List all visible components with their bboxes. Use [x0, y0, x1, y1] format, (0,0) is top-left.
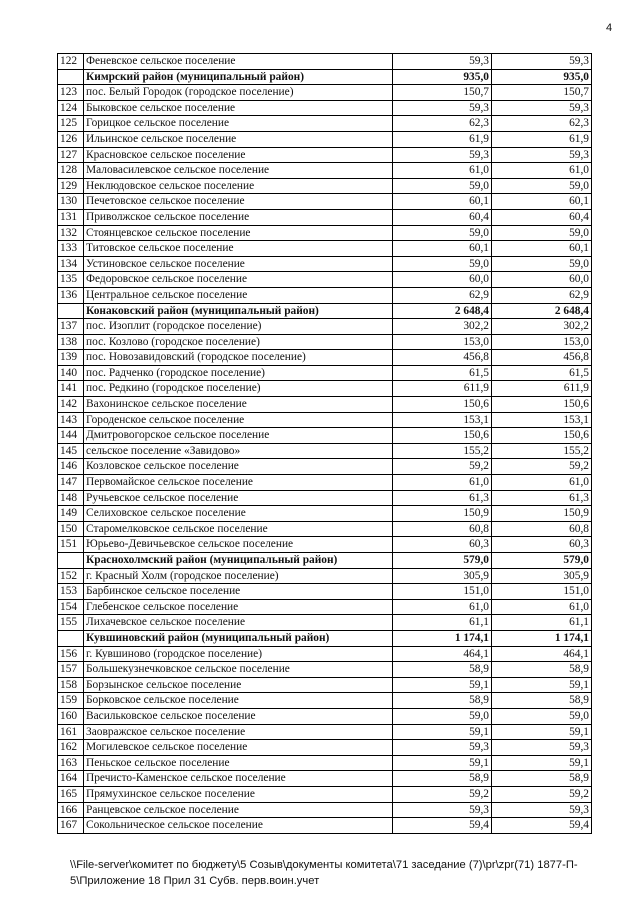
row-number: 149 — [58, 506, 84, 522]
table-row — [58, 490, 592, 506]
settlement-name: Центральное сельское поселение — [84, 287, 393, 303]
amount-column-2: 150,6 — [492, 397, 592, 413]
settlement-name: Старомелковское сельское поселение — [84, 521, 393, 537]
settlement-name: Горицкое сельское поселение — [84, 116, 393, 132]
table-row — [58, 178, 592, 194]
amount-column-2: 61,3 — [492, 490, 592, 506]
row-number: 143 — [58, 412, 84, 428]
row-number: 134 — [58, 256, 84, 272]
row-number: 141 — [58, 381, 84, 397]
row-number: 137 — [58, 319, 84, 335]
amount-column-1: 61,5 — [393, 365, 492, 381]
amount-column-1: 579,0 — [393, 553, 492, 569]
row-number: 155 — [58, 615, 84, 631]
settlement-name: Большекузнечковское сельское поселение — [84, 662, 393, 678]
row-number: 152 — [58, 568, 84, 584]
amount-column-1: 59,0 — [393, 708, 492, 724]
row-number: 165 — [58, 786, 84, 802]
amount-column-1: 935,0 — [393, 69, 492, 85]
settlement-name: Приволжское сельское поселение — [84, 209, 393, 225]
amount-column-1: 60,0 — [393, 272, 492, 288]
table-row — [58, 131, 592, 147]
amount-column-2: 60,1 — [492, 194, 592, 210]
amount-column-1: 61,0 — [393, 163, 492, 179]
table-row — [58, 662, 592, 678]
settlement-name: Ильинское сельское поселение — [84, 131, 393, 147]
table-row — [58, 568, 592, 584]
amount-column-2: 302,2 — [492, 319, 592, 335]
table-row — [58, 506, 592, 522]
settlement-name: Ранцевское сельское поселение — [84, 802, 393, 818]
amount-column-2: 59,2 — [492, 459, 592, 475]
row-number: 148 — [58, 490, 84, 506]
settlement-name: Борковское сельское поселение — [84, 693, 393, 709]
amount-column-2: 150,9 — [492, 506, 592, 522]
table-row — [58, 615, 592, 631]
amount-column-2: 59,0 — [492, 178, 592, 194]
settlement-name: Барбинское сельское поселение — [84, 584, 393, 600]
table-row — [58, 209, 592, 225]
amount-column-2: 2 648,4 — [492, 303, 592, 319]
table-row — [58, 677, 592, 693]
settlement-name: пос. Радченко (городское поселение) — [84, 365, 393, 381]
amount-column-2: 579,0 — [492, 553, 592, 569]
table-row — [58, 287, 592, 303]
amount-column-2: 611,9 — [492, 381, 592, 397]
amount-column-1: 150,6 — [393, 428, 492, 444]
settlement-name: пос. Редкино (городское поселение) — [84, 381, 393, 397]
row-number: 138 — [58, 334, 84, 350]
row-number: 135 — [58, 272, 84, 288]
settlement-name: сельское поселение «Завидово» — [84, 443, 393, 459]
table-row — [58, 163, 592, 179]
amount-column-1: 59,0 — [393, 225, 492, 241]
amount-column-2: 59,3 — [492, 147, 592, 163]
table-row — [58, 443, 592, 459]
amount-column-2: 59,1 — [492, 724, 592, 740]
settlement-name: Лихачевское сельское поселение — [84, 615, 393, 631]
amount-column-2: 150,6 — [492, 428, 592, 444]
amount-column-1: 150,9 — [393, 506, 492, 522]
table-row — [58, 708, 592, 724]
amount-column-2: 59,1 — [492, 677, 592, 693]
settlement-name: Могилевское сельское поселение — [84, 740, 393, 756]
settlement-name: г. Кувшиново (городское поселение) — [84, 646, 393, 662]
amount-column-1: 2 648,4 — [393, 303, 492, 319]
table-row — [58, 771, 592, 787]
amount-column-1: 464,1 — [393, 646, 492, 662]
amount-column-1: 61,3 — [393, 490, 492, 506]
row-number: 162 — [58, 740, 84, 756]
amount-column-2: 61,1 — [492, 615, 592, 631]
settlement-name: Глебенское сельское поселение — [84, 599, 393, 615]
settlement-name: Вахонинское сельское поселение — [84, 397, 393, 413]
district-total-row — [58, 69, 592, 85]
file-path-line-1: \\File-server\комитет по бюджету\5 Созыв\документы комитета\71 заседание (7)\pr\zpr(71) 1877-П- — [70, 859, 578, 871]
amount-column-2: 456,8 — [492, 350, 592, 366]
table-row — [58, 537, 592, 553]
row-number: 139 — [58, 350, 84, 366]
row-number: 156 — [58, 646, 84, 662]
table-row — [58, 693, 592, 709]
table-row — [58, 755, 592, 771]
settlement-name: Козловское сельское поселение — [84, 459, 393, 475]
file-path-footer — [70, 857, 590, 889]
row-number: 125 — [58, 116, 84, 132]
settlement-name: Заовражское сельское поселение — [84, 724, 393, 740]
settlement-name: Дмитровогорское сельское поселение — [84, 428, 393, 444]
row-number: 160 — [58, 708, 84, 724]
amount-column-2: 60,1 — [492, 241, 592, 257]
amount-column-2: 151,0 — [492, 584, 592, 600]
amount-column-1: 58,9 — [393, 771, 492, 787]
table-row — [58, 350, 592, 366]
amount-column-1: 59,1 — [393, 724, 492, 740]
amount-column-2: 61,0 — [492, 475, 592, 491]
amount-column-2: 61,5 — [492, 365, 592, 381]
row-number — [58, 69, 84, 85]
amount-column-1: 62,3 — [393, 116, 492, 132]
amount-column-1: 153,1 — [393, 412, 492, 428]
settlement-name: Маловасилевское сельское поселение — [84, 163, 393, 179]
amount-column-1: 59,0 — [393, 256, 492, 272]
table-row — [58, 475, 592, 491]
settlement-name: Устиновское сельское поселение — [84, 256, 393, 272]
file-path-line-2: 5\Приложение 18 Прил 31 Субв. перв.воин.учет — [70, 875, 320, 887]
settlement-name: г. Красный Холм (городское поселение) — [84, 568, 393, 584]
amount-column-2: 58,9 — [492, 693, 592, 709]
amount-column-2: 62,3 — [492, 116, 592, 132]
row-number: 122 — [58, 54, 84, 70]
row-number: 164 — [58, 771, 84, 787]
settlement-name: Прямухинское сельское поселение — [84, 786, 393, 802]
row-number: 136 — [58, 287, 84, 303]
row-number — [58, 553, 84, 569]
amount-column-1: 59,2 — [393, 459, 492, 475]
amount-column-2: 305,9 — [492, 568, 592, 584]
amount-column-2: 61,9 — [492, 131, 592, 147]
amount-column-1: 59,3 — [393, 802, 492, 818]
row-number: 158 — [58, 677, 84, 693]
amount-column-2: 153,1 — [492, 412, 592, 428]
amount-column-1: 150,7 — [393, 85, 492, 101]
amount-column-1: 61,0 — [393, 475, 492, 491]
settlement-name: Конаковский район (муниципальный район) — [84, 303, 393, 319]
amount-column-2: 59,3 — [492, 740, 592, 756]
amount-column-2: 59,3 — [492, 802, 592, 818]
amount-column-1: 305,9 — [393, 568, 492, 584]
amount-column-2: 59,3 — [492, 54, 592, 70]
amount-column-1: 59,3 — [393, 100, 492, 116]
settlement-name: Сокольническое сельское поселение — [84, 818, 393, 834]
table-row — [58, 521, 592, 537]
amount-column-1: 60,8 — [393, 521, 492, 537]
row-number: 140 — [58, 365, 84, 381]
settlement-name: Феневское сельское поселение — [84, 54, 393, 70]
amount-column-2: 58,9 — [492, 662, 592, 678]
settlement-name: Титовское сельское поселение — [84, 241, 393, 257]
table-row — [58, 724, 592, 740]
table-row — [58, 412, 592, 428]
amount-column-1: 60,3 — [393, 537, 492, 553]
settlement-name: Кимрский район (муниципальный район) — [84, 69, 393, 85]
row-number — [58, 630, 84, 646]
amount-column-2: 59,0 — [492, 225, 592, 241]
row-number — [58, 303, 84, 319]
amount-column-1: 62,9 — [393, 287, 492, 303]
amount-column-1: 59,3 — [393, 147, 492, 163]
page-number: 4 — [606, 22, 613, 34]
amount-column-1: 61,9 — [393, 131, 492, 147]
row-number: 130 — [58, 194, 84, 210]
amount-column-2: 935,0 — [492, 69, 592, 85]
amount-column-2: 155,2 — [492, 443, 592, 459]
amount-column-2: 59,4 — [492, 818, 592, 834]
table-row — [58, 194, 592, 210]
settlement-name: Кувшиновский район (муниципальный район) — [84, 630, 393, 646]
row-number: 153 — [58, 584, 84, 600]
settlement-name: Первомайское сельское поселение — [84, 475, 393, 491]
table-row — [58, 85, 592, 101]
amount-column-1: 58,9 — [393, 662, 492, 678]
table-row — [58, 365, 592, 381]
amount-column-1: 60,1 — [393, 241, 492, 257]
amount-column-1: 611,9 — [393, 381, 492, 397]
row-number: 142 — [58, 397, 84, 413]
amount-column-2: 61,0 — [492, 163, 592, 179]
table-row — [58, 397, 592, 413]
settlement-name: Пеньское сельское поселение — [84, 755, 393, 771]
row-number: 129 — [58, 178, 84, 194]
settlement-name: Юрьево-Девичьевское сельское поселение — [84, 537, 393, 553]
settlement-name: Пречисто-Каменское сельское поселение — [84, 771, 393, 787]
amount-column-1: 1 174,1 — [393, 630, 492, 646]
table-row — [58, 54, 592, 70]
table-row — [58, 116, 592, 132]
row-number: 133 — [58, 241, 84, 257]
amount-column-1: 59,1 — [393, 755, 492, 771]
table-row — [58, 334, 592, 350]
amount-column-2: 59,0 — [492, 708, 592, 724]
table-row — [58, 802, 592, 818]
district-total-row — [58, 630, 592, 646]
row-number: 163 — [58, 755, 84, 771]
row-number: 157 — [58, 662, 84, 678]
amount-column-1: 59,3 — [393, 740, 492, 756]
amount-column-1: 155,2 — [393, 443, 492, 459]
table-row — [58, 428, 592, 444]
row-number: 124 — [58, 100, 84, 116]
amount-column-2: 464,1 — [492, 646, 592, 662]
settlement-name: Быковское сельское поселение — [84, 100, 393, 116]
settlement-name: Городенское сельское поселение — [84, 412, 393, 428]
row-number: 151 — [58, 537, 84, 553]
table-row — [58, 319, 592, 335]
row-number: 145 — [58, 443, 84, 459]
table-row — [58, 646, 592, 662]
table-row — [58, 584, 592, 600]
amount-column-1: 60,1 — [393, 194, 492, 210]
table-row — [58, 740, 592, 756]
amount-column-2: 60,3 — [492, 537, 592, 553]
amount-column-1: 59,1 — [393, 677, 492, 693]
row-number: 132 — [58, 225, 84, 241]
row-number: 126 — [58, 131, 84, 147]
row-number: 131 — [58, 209, 84, 225]
row-number: 123 — [58, 85, 84, 101]
amount-column-2: 60,8 — [492, 521, 592, 537]
table-row — [58, 381, 592, 397]
amount-column-1: 60,4 — [393, 209, 492, 225]
row-number: 161 — [58, 724, 84, 740]
amount-column-2: 59,1 — [492, 755, 592, 771]
settlement-name: пос. Козлово (городское поселение) — [84, 334, 393, 350]
amount-column-2: 60,4 — [492, 209, 592, 225]
settlement-name: пос. Изоплит (городское поселение) — [84, 319, 393, 335]
settlement-name: пос. Белый Городок (городское поселение) — [84, 85, 393, 101]
table-row — [58, 100, 592, 116]
amount-column-1: 59,4 — [393, 818, 492, 834]
amount-column-1: 61,1 — [393, 615, 492, 631]
settlement-name: Стоянцевское сельское поселение — [84, 225, 393, 241]
amount-column-2: 59,2 — [492, 786, 592, 802]
settlement-name: Красновское сельское поселение — [84, 147, 393, 163]
row-number: 128 — [58, 163, 84, 179]
settlement-name: пос. Новозавидовский (городское поселение) — [84, 350, 393, 366]
amount-column-1: 302,2 — [393, 319, 492, 335]
settlement-name: Селиховское сельское поселение — [84, 506, 393, 522]
settlement-name: Неклюдовское сельское поселение — [84, 178, 393, 194]
settlement-name: Васильковское сельское поселение — [84, 708, 393, 724]
table-row — [58, 786, 592, 802]
amount-column-1: 456,8 — [393, 350, 492, 366]
amount-column-2: 59,0 — [492, 256, 592, 272]
amount-column-2: 62,9 — [492, 287, 592, 303]
amount-column-1: 58,9 — [393, 693, 492, 709]
district-total-row — [58, 553, 592, 569]
table-row — [58, 256, 592, 272]
table-row — [58, 272, 592, 288]
row-number: 166 — [58, 802, 84, 818]
subsidy-table — [57, 53, 592, 834]
amount-column-2: 1 174,1 — [492, 630, 592, 646]
settlement-name: Ручьевское сельское поселение — [84, 490, 393, 506]
amount-column-2: 59,3 — [492, 100, 592, 116]
amount-column-1: 150,6 — [393, 397, 492, 413]
row-number: 146 — [58, 459, 84, 475]
row-number: 147 — [58, 475, 84, 491]
settlement-name: Федоровское сельское поселение — [84, 272, 393, 288]
amount-column-2: 58,9 — [492, 771, 592, 787]
settlement-name: Краснохолмский район (муниципальный район) — [84, 553, 393, 569]
amount-column-1: 151,0 — [393, 584, 492, 600]
amount-column-1: 153,0 — [393, 334, 492, 350]
row-number: 150 — [58, 521, 84, 537]
settlement-name: Борзынское сельское поселение — [84, 677, 393, 693]
district-total-row — [58, 303, 592, 319]
row-number: 167 — [58, 818, 84, 834]
amount-column-1: 59,0 — [393, 178, 492, 194]
table-body — [58, 54, 592, 834]
row-number: 159 — [58, 693, 84, 709]
row-number: 144 — [58, 428, 84, 444]
amount-column-2: 153,0 — [492, 334, 592, 350]
settlement-name: Печетовское сельское поселение — [84, 194, 393, 210]
row-number: 154 — [58, 599, 84, 615]
table-row — [58, 241, 592, 257]
table-row — [58, 818, 592, 834]
table-row — [58, 225, 592, 241]
amount-column-2: 61,0 — [492, 599, 592, 615]
amount-column-1: 61,0 — [393, 599, 492, 615]
row-number: 127 — [58, 147, 84, 163]
amount-column-2: 60,0 — [492, 272, 592, 288]
amount-column-1: 59,2 — [393, 786, 492, 802]
table-row — [58, 147, 592, 163]
amount-column-1: 59,3 — [393, 54, 492, 70]
table-row — [58, 599, 592, 615]
table-row — [58, 459, 592, 475]
amount-column-2: 150,7 — [492, 85, 592, 101]
